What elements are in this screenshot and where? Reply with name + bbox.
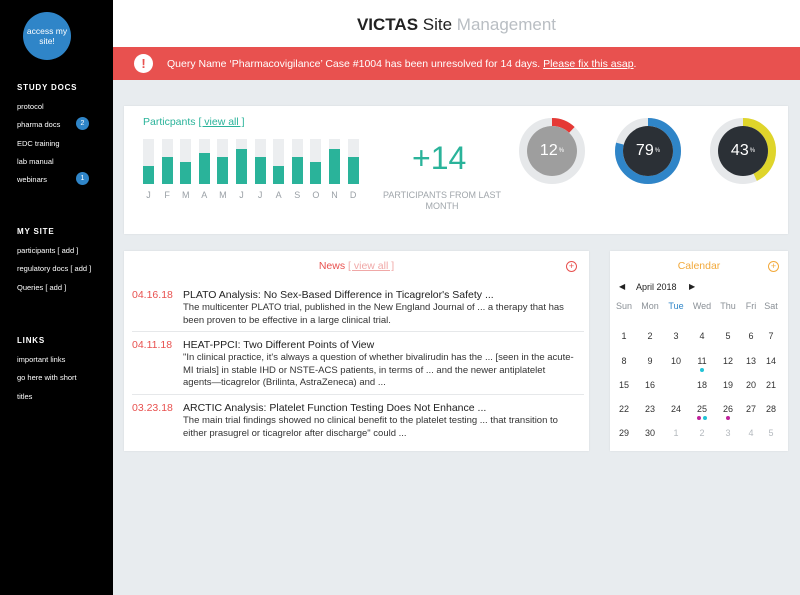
- weekday-label: Fri: [745, 301, 757, 311]
- calendar-day[interactable]: [640, 401, 660, 417]
- month-label: O: [312, 190, 320, 200]
- news-headline-link[interactable]: HEAT-PPCI: Two Different Points of View: [183, 339, 375, 351]
- calendar-day-number: 16: [644, 380, 655, 390]
- alert-message: Query Name ‘Pharmacovigilance’ Case #1004 has been unresolved for 14 days.: [167, 58, 541, 70]
- fix-asap-link[interactable]: Please fix this asap: [543, 58, 634, 70]
- calendar-day-number: 24: [670, 404, 681, 414]
- alert-text: [167, 58, 636, 70]
- calendar-day[interactable]: [741, 401, 761, 417]
- calendar-day-number: 22: [618, 404, 629, 414]
- month-label: D: [349, 190, 357, 200]
- sidebar-heading: STUDY DOCS: [17, 83, 78, 92]
- bar-track: [310, 139, 321, 184]
- percent-donut: [518, 117, 586, 185]
- month-label: J: [257, 190, 263, 200]
- weekday-label: Mon: [641, 301, 659, 311]
- news-summary: The main trial findings showed no clinical benefit to the platelet testing ... that transition to either prasugrel or ticagrelor after discharge" could ...: [183, 415, 558, 439]
- exclamation-icon: !: [134, 54, 153, 73]
- bar-fill: [199, 153, 210, 184]
- sidebar-item[interactable]: go here with short: [17, 373, 77, 383]
- bar-fill: [292, 157, 303, 184]
- sidebar-item[interactable]: pharma docs: [17, 120, 61, 130]
- news-summary: The multicenter PLATO trial, published in the New England Journal of ... a therapy that has been proven to be effective in a large clinical trial.: [183, 302, 564, 326]
- weekday-label: Thu: [720, 301, 736, 311]
- calendar-day[interactable]: [614, 425, 634, 441]
- calendar-day-number: 10: [670, 356, 681, 366]
- participants-label: Particpants: [143, 116, 196, 128]
- calendar-day-number: 7: [768, 331, 774, 341]
- calendar-day-number: 29: [618, 428, 629, 438]
- calendar-day[interactable]: [761, 377, 781, 393]
- participants-change-caption: PARTICIPANTS FROM LAST MONTH: [382, 190, 501, 211]
- participants-title: [143, 116, 245, 128]
- news-headline-link[interactable]: PLATO Analysis: No Sex-Based Difference in Ticagrelor's Safety ...: [183, 289, 494, 301]
- calendar-day-number: 2: [699, 428, 705, 438]
- calendar-day-number: 1: [621, 331, 627, 341]
- calendar-title: Calendar: [677, 260, 721, 272]
- bar-track: [273, 139, 284, 184]
- bar-fill: [180, 162, 191, 185]
- calendar-day[interactable]: [692, 425, 712, 441]
- sidebar-item[interactable]: regulatory docs [ add ]: [17, 264, 92, 274]
- donut-value: 79: [635, 142, 654, 159]
- news-date: 04.11.18: [132, 339, 173, 351]
- header: [113, 0, 800, 47]
- count-badge: 2: [76, 117, 89, 130]
- calendar-day-number: 18: [696, 380, 707, 390]
- prev-month-icon[interactable]: ◀: [619, 282, 626, 291]
- calendar-day-number: 23: [644, 404, 655, 414]
- count-badge: 1: [76, 172, 89, 185]
- bar-track: [199, 139, 210, 184]
- event-dot: [700, 368, 704, 372]
- calendar-day-number: 5: [768, 428, 774, 438]
- calendar-day[interactable]: [666, 401, 686, 417]
- calendar-day[interactable]: [741, 425, 761, 441]
- calendar-day[interactable]: [614, 328, 634, 344]
- calendar-day[interactable]: [666, 328, 686, 344]
- calendar-day-number: 9: [647, 356, 653, 366]
- sidebar-item[interactable]: EDC training: [17, 138, 60, 148]
- participants-card: [124, 106, 788, 234]
- sidebar-item[interactable]: lab manual: [17, 156, 54, 166]
- calendar-day[interactable]: [666, 353, 686, 369]
- calendar-day[interactable]: [640, 377, 660, 393]
- sidebar: [0, 0, 113, 595]
- calendar-day[interactable]: [741, 353, 761, 369]
- calendar-day-number: 11: [697, 356, 707, 366]
- calendar-day-number: 27: [745, 404, 756, 414]
- bar-fill: [236, 149, 247, 184]
- calendar-day-number: 13: [745, 356, 756, 366]
- calendar-day-number: 28: [765, 404, 776, 414]
- bar-track: [143, 139, 154, 184]
- bar-track: [236, 139, 247, 184]
- month-label: S: [294, 190, 301, 200]
- calendar-day-number: 12: [722, 356, 733, 366]
- calendar-day[interactable]: [718, 401, 738, 417]
- bar-track: [180, 139, 191, 184]
- add-event-icon[interactable]: +: [768, 261, 779, 272]
- next-month-icon[interactable]: ▶: [689, 282, 696, 291]
- calendar-day-number: 4: [748, 428, 754, 438]
- calendar-day[interactable]: [614, 377, 634, 393]
- weekday-label: Tue: [668, 301, 684, 311]
- participants-view-all-link[interactable]: [ view all ]: [198, 116, 245, 128]
- bar-fill: [217, 157, 228, 184]
- sidebar-item[interactable]: protocol: [17, 102, 44, 111]
- brand-bold: VICTAS: [356, 15, 419, 34]
- calendar-day[interactable]: [718, 425, 738, 441]
- calendar-day[interactable]: [718, 328, 738, 344]
- bar-track: [217, 139, 228, 184]
- calendar-day-number: 26: [722, 404, 733, 414]
- news-summary: "In clinical practice, it's always a question of whether bivalirudin has the ... [seen in the acute-MI trials] in stable IHD or NSTE-ACS patients, in terms of ... and the newer antiplatelet agents—ticagrelor (Brilinta, AstraZeneca) and ...: [183, 352, 574, 388]
- alert-banner: [113, 47, 800, 80]
- donut-unit: %: [749, 148, 756, 154]
- news-title: [124, 260, 589, 272]
- participants-bar-chart: [143, 139, 363, 184]
- calendar-day[interactable]: [718, 377, 738, 393]
- calendar-day-number: 15: [618, 380, 629, 390]
- news-date: 03.23.18: [132, 402, 173, 414]
- calendar-day-number: 4: [699, 331, 705, 341]
- calendar-day[interactable]: [640, 328, 660, 344]
- calendar-month: April 2018: [636, 282, 677, 292]
- brand-regular: Site: [422, 15, 453, 34]
- calendar-day-number: 8: [621, 356, 627, 366]
- calendar-day[interactable]: [640, 353, 660, 369]
- calendar-day[interactable]: [761, 401, 781, 417]
- calendar-day[interactable]: [692, 401, 712, 417]
- bar-track: [162, 139, 173, 184]
- event-dot: [726, 416, 730, 420]
- access-my-site-button[interactable]: access my site!: [23, 12, 71, 60]
- calendar-day-number: 21: [765, 380, 776, 390]
- news-headline-link[interactable]: ARCTIC Analysis: Platelet Function Testing Does Not Enhance ...: [183, 402, 487, 414]
- calendar-day-number: 19: [722, 380, 733, 390]
- sidebar-item[interactable]: Queries [ add ]: [17, 282, 67, 292]
- calendar-card: [610, 251, 788, 451]
- bar-fill: [348, 157, 359, 184]
- divider: [132, 394, 584, 395]
- calendar-day[interactable]: [692, 328, 712, 344]
- bar-track: [348, 139, 359, 184]
- donut-value: 12: [539, 142, 558, 159]
- calendar-day-number: 1: [673, 428, 679, 438]
- sidebar-heading: MY SITE: [17, 227, 55, 236]
- calendar-day-number: 17: [670, 380, 681, 390]
- donut-label: [709, 117, 777, 185]
- bar-fill: [143, 166, 154, 184]
- alert-suffix: .: [633, 58, 637, 70]
- donut-label: [518, 117, 586, 185]
- weekday-label: Wed: [692, 301, 712, 311]
- month-label: A: [201, 190, 208, 200]
- calendar-day-number: 5: [725, 331, 731, 341]
- percent-donut: [614, 117, 682, 185]
- participants-change: +14: [412, 140, 467, 176]
- bar-track: [329, 139, 340, 184]
- month-label: M: [181, 190, 190, 200]
- sidebar-heading: LINKS: [17, 336, 45, 345]
- month-label: A: [275, 190, 282, 200]
- news-label: News: [318, 260, 346, 272]
- calendar-day-number: 6: [748, 331, 754, 341]
- calendar-day[interactable]: [614, 353, 634, 369]
- calendar-day[interactable]: [761, 353, 781, 369]
- bar-track: [292, 139, 303, 184]
- bar-fill: [310, 162, 321, 185]
- calendar-day[interactable]: [718, 353, 738, 369]
- calendar-day-number: 2: [647, 331, 653, 341]
- donut-unit: %: [654, 148, 661, 154]
- add-news-icon[interactable]: +: [566, 261, 577, 272]
- page-title: [113, 15, 800, 35]
- month-label: J: [146, 190, 151, 200]
- bar-track: [255, 139, 266, 184]
- calendar-day-number: 30: [644, 428, 655, 438]
- calendar-day-number: 3: [725, 428, 731, 438]
- bar-fill: [255, 157, 266, 184]
- calendar-day[interactable]: [640, 425, 660, 441]
- sidebar-item[interactable]: participants [ add ]: [17, 246, 79, 255]
- donut-value: 43: [730, 142, 749, 159]
- event-dot: [703, 416, 707, 420]
- month-label: J: [239, 190, 244, 200]
- calendar-day-number: 14: [765, 356, 776, 366]
- calendar-day[interactable]: [692, 353, 712, 369]
- month-label: M: [219, 190, 227, 200]
- brand-light: Management: [456, 15, 557, 34]
- calendar-day[interactable]: [761, 425, 781, 441]
- news-card: [124, 251, 589, 451]
- bar-fill: [273, 166, 284, 184]
- calendar-day[interactable]: [761, 328, 781, 344]
- calendar-day[interactable]: [614, 401, 634, 417]
- bar-fill: [162, 157, 173, 184]
- divider: [132, 331, 584, 332]
- sidebar-item[interactable]: titles: [17, 391, 33, 401]
- bar-fill: [329, 149, 340, 184]
- calendar-day-number: 3: [673, 331, 679, 341]
- weekday-label: Sun: [615, 301, 632, 311]
- sidebar-item[interactable]: important links: [17, 355, 66, 364]
- news-date: 04.16.18: [132, 289, 173, 301]
- weekday-label: Sat: [764, 301, 778, 311]
- percent-donut: [709, 117, 777, 185]
- news-view-all-link[interactable]: [ view all ]: [348, 260, 395, 272]
- calendar-day-number: 25: [696, 404, 707, 414]
- calendar-day[interactable]: [741, 328, 761, 344]
- calendar-day[interactable]: [692, 377, 712, 393]
- calendar-day[interactable]: [666, 425, 686, 441]
- donut-unit: %: [558, 148, 565, 154]
- month-label: F: [164, 190, 170, 200]
- event-dot: [697, 416, 701, 420]
- calendar-day[interactable]: [741, 377, 761, 393]
- calendar-day[interactable]: [666, 377, 686, 393]
- donut-label: [614, 117, 682, 185]
- calendar-day-number: 20: [745, 380, 756, 390]
- sidebar-item[interactable]: webinars: [17, 175, 48, 185]
- month-label: N: [331, 190, 338, 200]
